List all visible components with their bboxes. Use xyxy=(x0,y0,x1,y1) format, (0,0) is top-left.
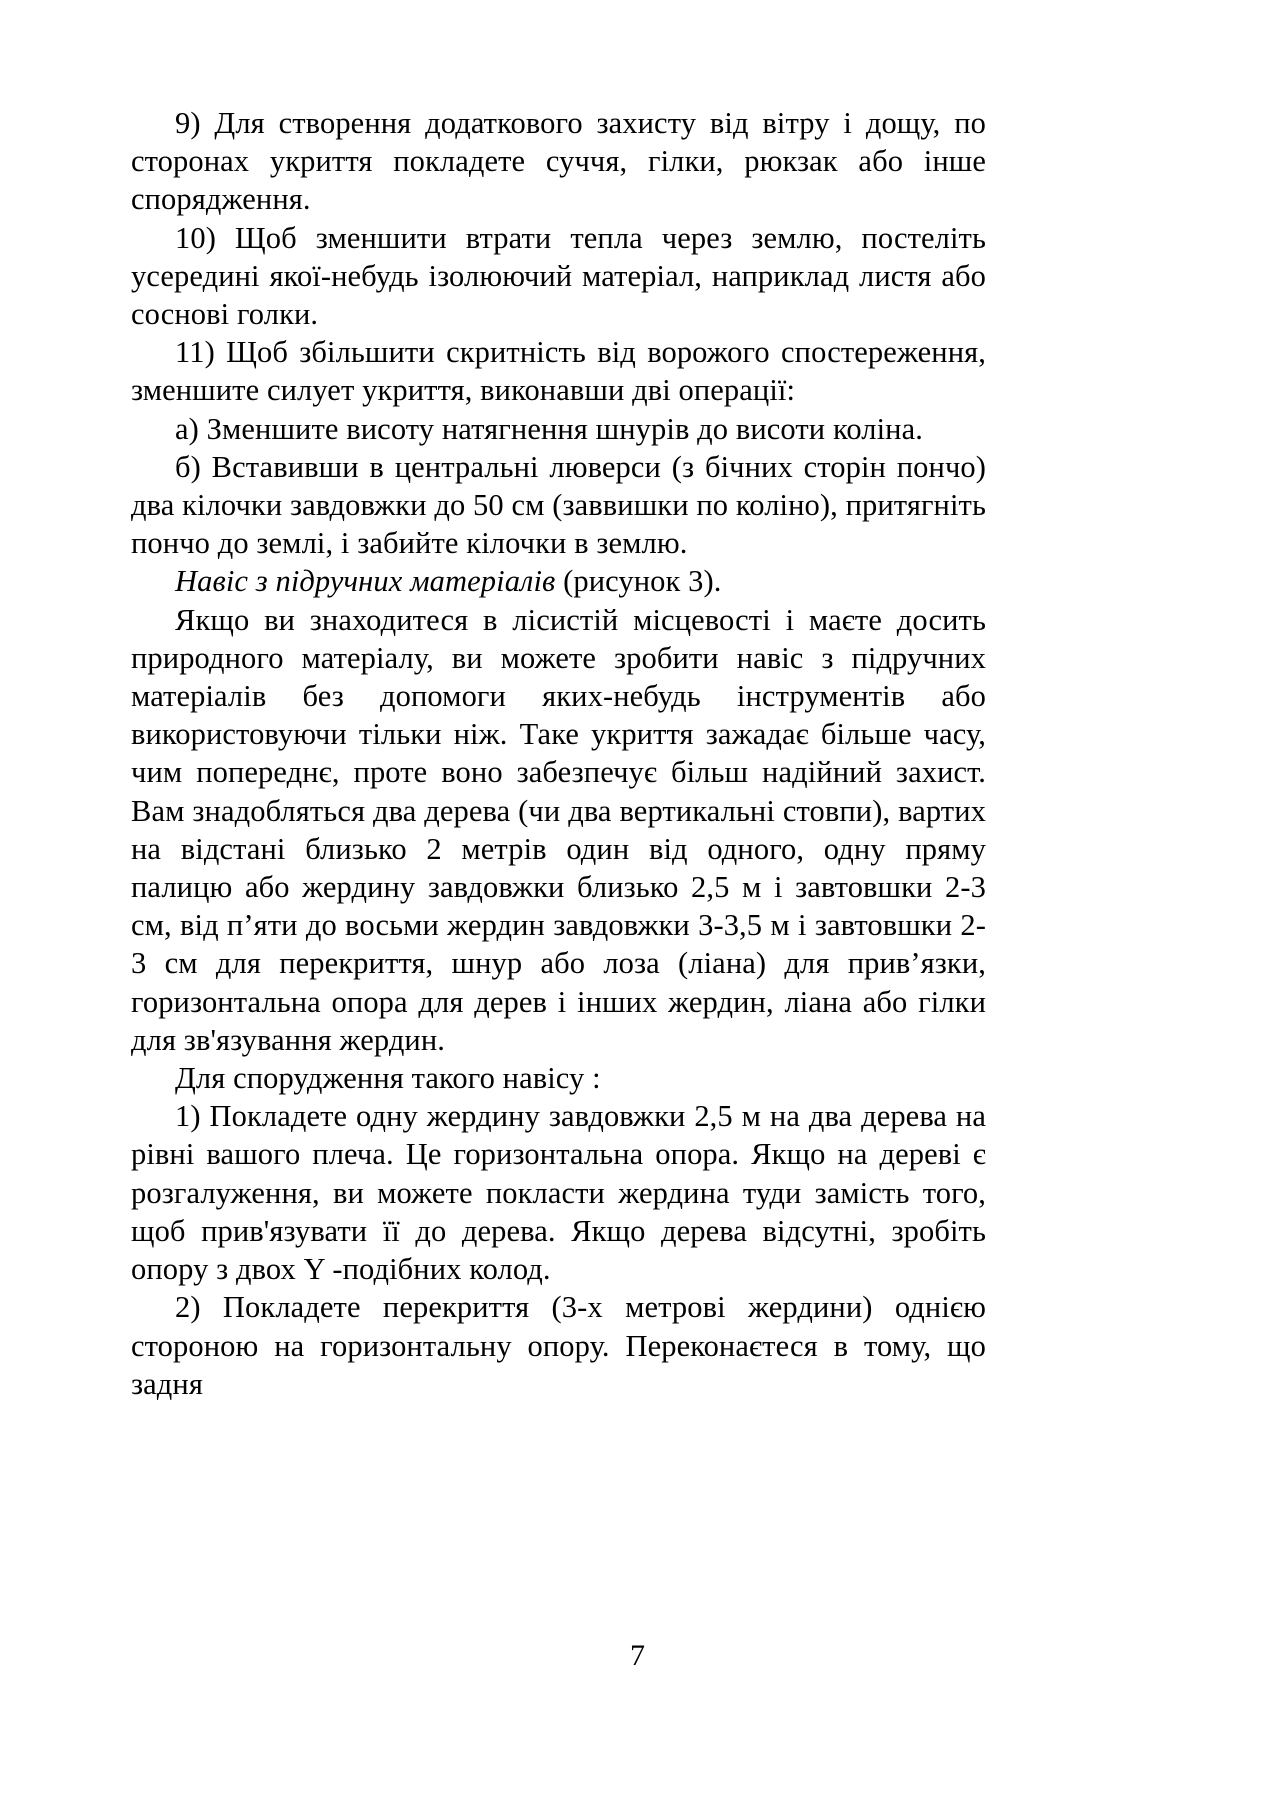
paragraph-intro-body: Якщо ви знаходитеся в лісистій місцевості і маєте досить природного матеріалу, ви можете зробити навіс з підручних матеріалів без допомоги яких-небудь інструментів або використовуючи тільки ніж. Таке укриття зажадає більше часу, чим попереднє, проте воно забезпечує більш надійний захист. Вам знадобляться два дерева (чи два вертикальні стовпи), вартих на відстані близько 2 метрів один від одного, одну пряму палицю або жердину завдовжки близько 2,5 м і завтовшки 2-3 см, від п’яти до восьми жердин завдовжки 3-3,5 м і завтовшки 2-3 см для перекриття, шнур або лоза (ліана) для прив’язки, горизонтальна опора для дерев і інших жердин, ліана або гілки для зв'язування жердин. xyxy=(131,602,986,1057)
paragraph-item-10: 10) Щоб зменшити втрати тепла через землю, постеліть усередині якої-небудь ізолюючий матеріал, наприклад листя або соснові голки. xyxy=(131,220,986,332)
paragraph-item-11: 11) Щоб збільшити скритність від ворожого спостереження, зменшите силует укриття, виконавши дві операції: xyxy=(131,335,986,408)
paragraph-build-lead: Для спорудження такого навісу : xyxy=(175,1061,601,1096)
paragraph-item-11a: а) Зменшите висоту натягнення шнурів до висоти коліна. xyxy=(175,411,923,446)
paragraph-step-1: 1) Покладете одну жердину завдовжки 2,5 м на два дерева на рівні вашого плеча. Це горизонтальна опора. Якщо на дереві є розгалуження, ви можете покласти жердина туди замість того, щоб прив'язувати її до дерева. Якщо дерева відсутні, зробіть опору з двох Y -подібних колод. xyxy=(131,1099,986,1287)
paragraph-item-11b: б) Вставивши в центральні люверси (з бічних сторін пончо) два кілочки завдовжки до 50 см (заввишки по коліно), притягніть пончо до землі, і забийте кілочки в землю. xyxy=(131,449,986,561)
paragraph-section-heading xyxy=(131,562,986,600)
paragraph-item-9: 9) Для створення додаткового захисту від вітру і дощу, по сторонах укриття покладете суччя, гілки, рюкзак або інше спорядження. xyxy=(131,106,986,217)
paragraph-step-2: 2) Покладете перекриття (3-х метрові жердини) однією стороною на горизонтальну опору. Переконаєтеся в тому, що задня xyxy=(131,1290,986,1401)
text-column xyxy=(131,104,986,1403)
page-number: 7 xyxy=(630,1639,645,1672)
section-heading-figure-ref: (рисунок 3). xyxy=(555,564,722,599)
section-heading-title: Навіс з підручних матеріалів xyxy=(175,564,556,599)
